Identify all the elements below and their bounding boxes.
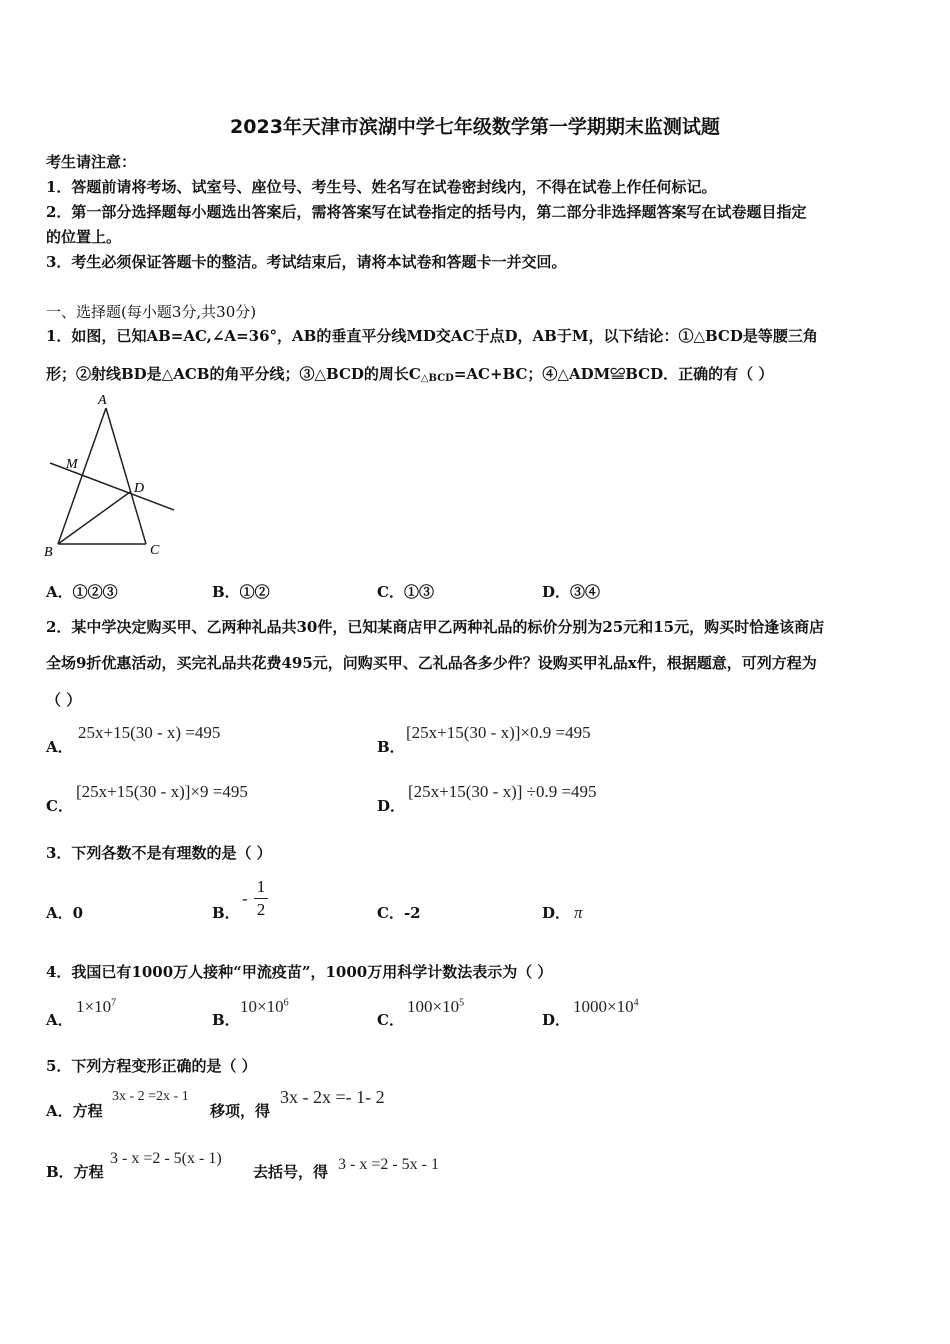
- q5-option-a-label[interactable]: A．方程: [46, 1102, 103, 1120]
- q2-option-a-equation: 25x+15(30 - x) =495: [78, 723, 221, 742]
- q2-option-c-label[interactable]: C．: [46, 797, 73, 815]
- q2-option-a-label[interactable]: A．: [46, 738, 73, 756]
- label-a: A: [98, 393, 107, 408]
- q5-stem: 5．下列方程变形正确的是（ ）: [46, 1057, 257, 1075]
- q3-stem: 3．下列各数不是有理数的是（ ）: [46, 844, 272, 862]
- q3-option-a[interactable]: A．0: [46, 904, 84, 922]
- notice-item: 的位置上。: [46, 228, 122, 246]
- q5-option-a-result: 3x - 2x =- 1- 2: [280, 1087, 385, 1107]
- q2-option-b-equation: [25x+15(30 - x)]×0.9 =495: [406, 723, 591, 742]
- q1-option-c[interactable]: C．①③: [377, 583, 434, 601]
- q1-option-d[interactable]: D．③④: [542, 583, 601, 601]
- q2-option-d-equation: [25x+15(30 - x)] ÷0.9 =495: [408, 782, 597, 801]
- q2-stem-line1: 2．某中学决定购买甲、乙两种礼品共30件，已知某商店甲乙两种礼品的标价分别为25元和15元，购买时恰逢该商店: [46, 618, 825, 636]
- notice-item: 3．考生必须保证答题卡的整洁。考试结束后，请将本试卷和答题卡一并交回。: [46, 253, 567, 271]
- q5-option-b-result: 3 - x =2 - 5x - 1: [338, 1156, 440, 1173]
- q4-option-b-value: $10\times 10^6$: [240, 997, 289, 1016]
- q3-option-c[interactable]: C．-2: [377, 904, 421, 922]
- q5-option-b-label[interactable]: B．方程: [46, 1163, 104, 1181]
- label-b: B: [44, 545, 53, 560]
- triangle-figure: [40, 388, 190, 560]
- q5-option-b-original: 3 - x =2 - 5(x - 1): [110, 1150, 222, 1167]
- q4-option-a-value: $1\times 10^7$: [76, 997, 117, 1016]
- q4-option-a-label[interactable]: A．: [46, 1011, 73, 1029]
- q3-minus-sign: -: [242, 889, 248, 908]
- q2-option-b-label[interactable]: B．: [377, 738, 405, 756]
- q4-stem: 4．我国已有1000万人接种“甲流疫苗”，1000万用科学计数法表示为（ ）: [46, 963, 553, 981]
- q4-option-d-label[interactable]: D．: [542, 1011, 571, 1029]
- q3-fraction: [254, 877, 268, 920]
- q3-option-b-label[interactable]: B．: [212, 904, 240, 922]
- notice-item: 2．第一部分选择题每小题选出答案后，需将答案写在试卷指定的括号内，第二部分非选择题答案写在试卷题目指定: [46, 203, 807, 221]
- segment-bd: [58, 492, 130, 544]
- q2-stem-line3: （ ）: [46, 691, 82, 709]
- q5-option-a-step: 移项，得: [210, 1102, 271, 1120]
- label-c: C: [150, 543, 160, 558]
- q1-stem-line1: 1．如图，已知AB=AC,∠A=36°，AB的垂直平分线MD交AC于点D，AB于M，以下结论：①△BCD是等腰三角: [46, 327, 818, 345]
- fraction-denominator: 2: [256, 900, 266, 919]
- q1-option-a[interactable]: A．①②③: [46, 583, 118, 601]
- q4-option-c-label[interactable]: C．: [377, 1011, 404, 1029]
- section-heading: 一、选择题(每小题3分,共30分): [46, 303, 257, 321]
- label-d: D: [134, 481, 145, 496]
- notice-item: 1．答题前请将考场、试室号、座位号、考生号、姓名写在试卷密封线内，不得在试卷上作任何标记。: [46, 178, 717, 196]
- q2-stem-line2: 全场9折优惠活动，买完礼品共花费495元，问购买甲、乙礼品各多少件？设购买甲礼品x件，根据题意，可列方程为: [46, 654, 817, 672]
- q5-option-a-original: 3x - 2 =2x - 1: [112, 1089, 189, 1104]
- q3-pi: π: [574, 903, 583, 922]
- q5-option-b-step: 去括号，得: [253, 1163, 329, 1181]
- notice-heading: 考生请注意：: [46, 153, 137, 171]
- q4-option-d-value: $1000\times 10^4$: [573, 997, 639, 1016]
- q1-stem-line2: 形；②射线BD是△ACB的角平分线；③△BCD的周长C△BCD=AC+BC；④△ADM≌BCD．正确的有（ ）: [46, 365, 774, 384]
- label-m: M: [66, 457, 78, 472]
- page-title: 2023年天津市滨湖中学七年级数学第一学期期末监测试题: [230, 116, 720, 138]
- segment-ac: [106, 408, 146, 544]
- q4-option-b-label[interactable]: B．: [212, 1011, 240, 1029]
- fraction-numerator: 1: [256, 877, 266, 896]
- q3-option-d-label[interactable]: D．: [542, 904, 571, 922]
- q1-option-b[interactable]: B．①②: [212, 583, 270, 601]
- segment-ab: [58, 408, 106, 544]
- q4-option-c-value: $100\times 10^5$: [407, 997, 465, 1016]
- q2-option-c-equation: [25x+15(30 - x)]×9 =495: [76, 782, 248, 801]
- q2-option-d-label[interactable]: D．: [377, 797, 406, 815]
